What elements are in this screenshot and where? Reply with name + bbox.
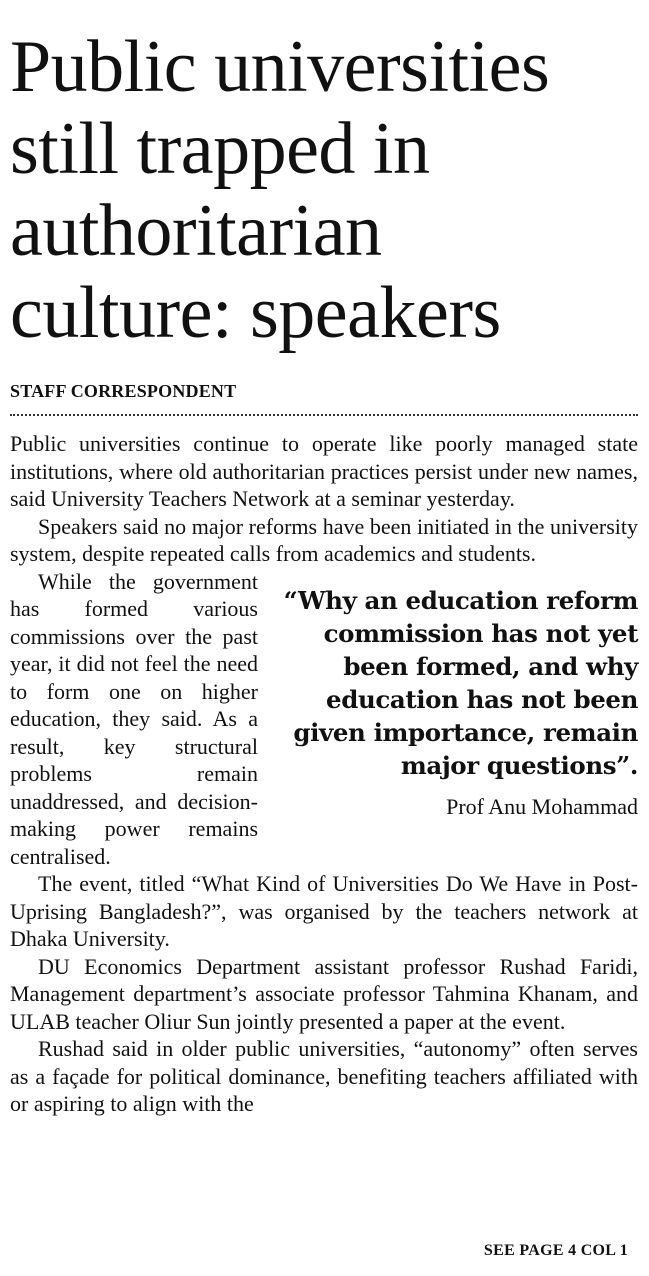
article-paragraph: DU Economics Department assistant professor Rushad Faridi, Management department’s associate professor Tahmina Khanam, and ULAB teacher Oliur Sun jointly presented a paper at the event. bbox=[10, 953, 638, 1034]
article-page bbox=[10, 0, 638, 1276]
pull-quote-attribution: Prof Anu Mohammad bbox=[446, 793, 638, 819]
article-paragraph: The event, titled “What Kind of Universities Do We Have in Post-Uprising Bangladesh?”, was organised by the teachers network at Dhaka University. bbox=[10, 871, 638, 951]
headline-line: authoritarian bbox=[10, 190, 382, 272]
pull-quote-text: “Why an education reform commission has not yet been formed, and why education has not been given importance, remain major questions”. bbox=[283, 585, 638, 780]
byline: STAFF CORRESPONDENT bbox=[10, 381, 237, 401]
article-paragraph: While the government has formed various commissions over the past year, it did not feel the need to form one on higher education, they said. As a result, key structural problems remain unaddressed, and decision-making power remains centralised. bbox=[10, 568, 258, 869]
headline bbox=[10, 0, 638, 354]
headline-line: still trapped in bbox=[10, 108, 430, 190]
article-paragraph: Rushad said in older public universities, “autonomy” often serves as a façade for political dominance, benefiting teachers affiliated with or aspiring to align with the bbox=[10, 1036, 638, 1116]
headline-line: Public universities bbox=[10, 26, 550, 108]
article-paragraph: Public universities continue to operate like poorly managed state institutions, where old authoritarian practices persist under new names, said University Teachers Network at a seminar yesterday. bbox=[10, 431, 638, 511]
dotted-divider bbox=[10, 414, 638, 416]
article-paragraph: Speakers said no major reforms have been initiated in the university system, despite repeated calls from academics and students. bbox=[10, 513, 638, 566]
article-body bbox=[10, 430, 638, 1118]
continued-on-link[interactable]: SEE PAGE 4 COL 1 bbox=[483, 1242, 628, 1259]
headline-line: culture: speakers bbox=[10, 272, 501, 354]
pull-quote bbox=[278, 584, 638, 820]
